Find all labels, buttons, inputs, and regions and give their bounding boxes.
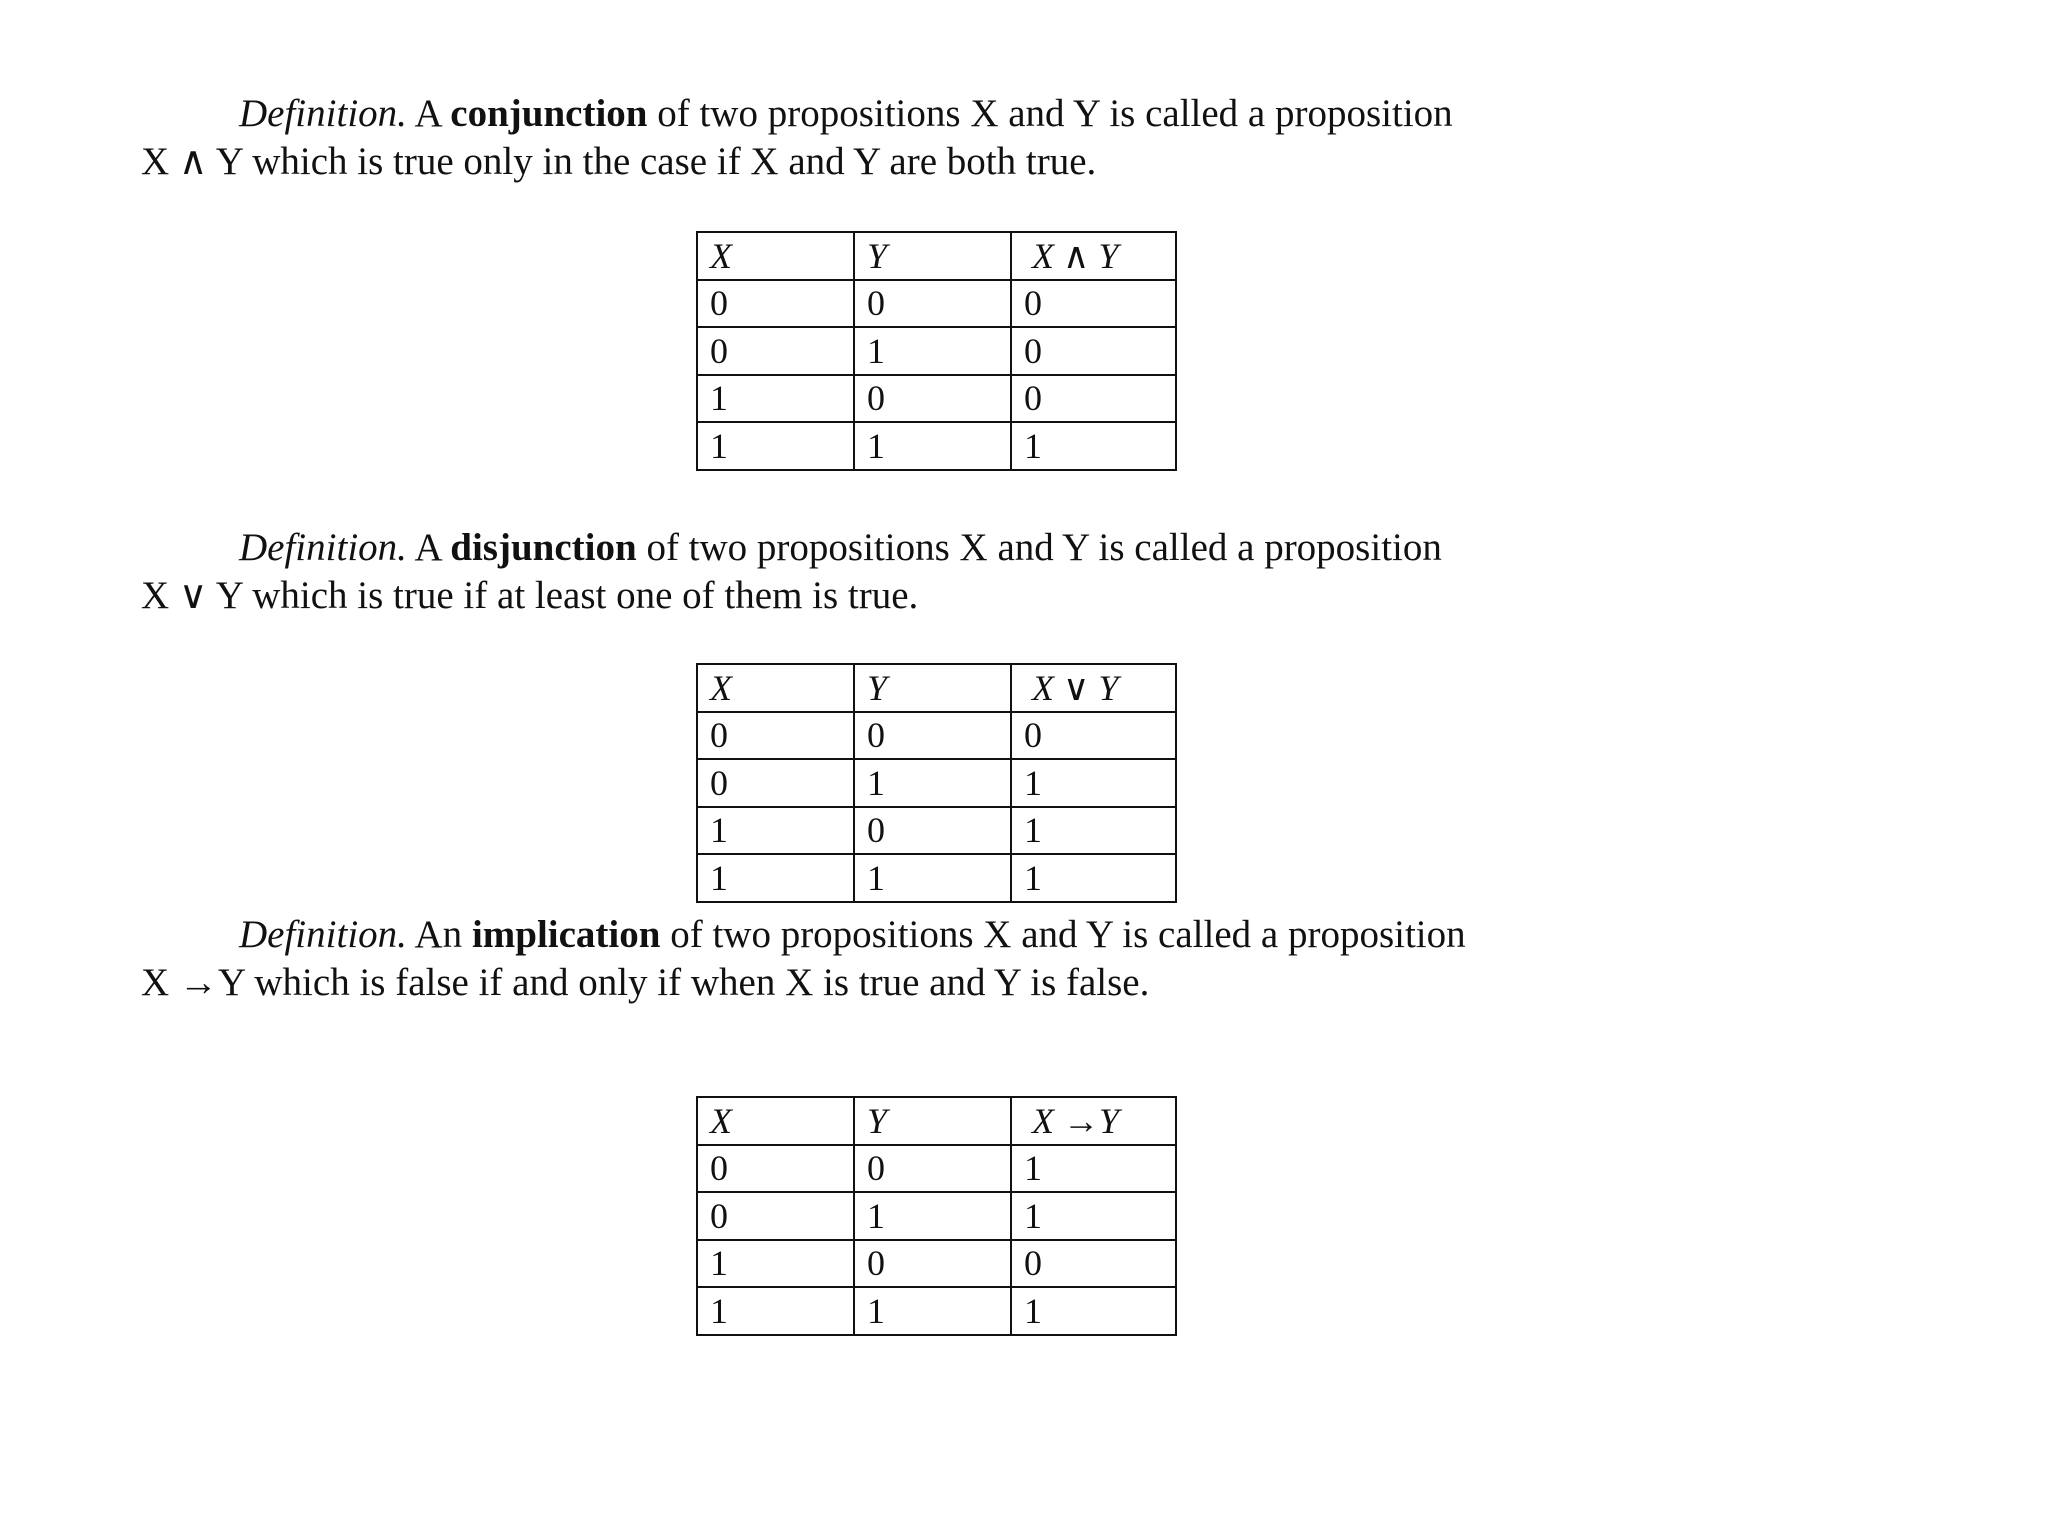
definition-text: of two propositions X and Y is called a proposition [670,913,1466,956]
column-header-y: Y [854,1097,1011,1145]
truth-table-conjunction [696,231,1177,471]
table-cell: 1 [854,327,1011,375]
table-cell: 1 [1011,1192,1176,1240]
table-cell: 0 [1011,712,1176,760]
table-cell: 1 [697,375,854,423]
definition-line-1 [141,911,1561,959]
table-cell: 0 [1011,375,1176,423]
column-header-result: X ∨ Y [1011,664,1176,712]
table-row [697,1145,1176,1193]
definition-implication [141,911,1561,1007]
table-cell: 1 [1011,759,1176,807]
table-row [697,375,1176,423]
table-cell: 0 [1011,1240,1176,1288]
term-conjunction: conjunction [450,92,648,135]
table-cell: 0 [854,807,1011,855]
table-cell: 0 [697,759,854,807]
table-header-row [697,232,1176,280]
column-header-x: X [697,232,854,280]
table-cell: 0 [854,1240,1011,1288]
definition-text: of two propositions X and Y is called a proposition [657,92,1453,135]
table-cell: 1 [854,854,1011,902]
table-cell: 1 [697,422,854,470]
table-cell: 0 [854,375,1011,423]
definition-text: of two propositions X and Y is called a proposition [646,526,1442,569]
column-header-result: X ∧ Y [1011,232,1176,280]
term-implication: implication [471,913,661,956]
table-row [697,759,1176,807]
definition-line-1 [141,524,1561,572]
table-cell: 0 [697,712,854,760]
table-cell: 1 [1011,1287,1176,1335]
table-cell: 1 [697,1240,854,1288]
column-header-x: X [697,664,854,712]
table-cell: 0 [697,327,854,375]
definition-label: Definition. [239,913,407,956]
article: An [414,913,463,956]
table-row [697,1287,1176,1335]
term-disjunction: disjunction [450,526,637,569]
table-cell: 1 [1011,854,1176,902]
table-cell: 0 [854,1145,1011,1193]
table-row [697,712,1176,760]
column-header-result: X →Y [1011,1097,1176,1145]
definition-label: Definition. [239,526,407,569]
table-cell: 0 [697,1192,854,1240]
table-row [697,1240,1176,1288]
table-cell: 0 [697,1145,854,1193]
column-header-x: X [697,1097,854,1145]
article: A [414,526,441,569]
table-row [697,807,1176,855]
table-cell: 0 [1011,327,1176,375]
definition-conjunction [141,90,1561,186]
definition-disjunction [141,524,1561,620]
table-header-row [697,664,1176,712]
table-cell: 1 [854,1287,1011,1335]
table-cell: 1 [1011,807,1176,855]
table-cell: 0 [1011,280,1176,328]
table-cell: 1 [1011,422,1176,470]
truth-table-disjunction [696,663,1177,903]
table-row [697,280,1176,328]
table-row [697,854,1176,902]
table-row [697,422,1176,470]
definition-line-2: X ∨ Y which is true if at least one of them is true. [141,574,919,617]
table-cell: 1 [854,1192,1011,1240]
table-cell: 0 [854,712,1011,760]
table-row [697,1192,1176,1240]
column-header-y: Y [854,232,1011,280]
table-cell: 1 [697,807,854,855]
table-cell: 0 [697,280,854,328]
truth-table-implication [696,1096,1177,1336]
table-cell: 1 [1011,1145,1176,1193]
definition-line-2: X ∧ Y which is true only in the case if X and Y are both true. [141,140,1097,183]
table-cell: 0 [854,280,1011,328]
table-header-row [697,1097,1176,1145]
table-cell: 1 [854,759,1011,807]
definition-line-1 [141,90,1561,138]
definition-label: Definition. [239,92,407,135]
definition-line-2: X →Y which is false if and only if when X is true and Y is false. [141,961,1150,1004]
table-cell: 1 [697,854,854,902]
table-cell: 1 [854,422,1011,470]
table-row [697,327,1176,375]
column-header-y: Y [854,664,1011,712]
article: A [414,92,441,135]
table-cell: 1 [697,1287,854,1335]
